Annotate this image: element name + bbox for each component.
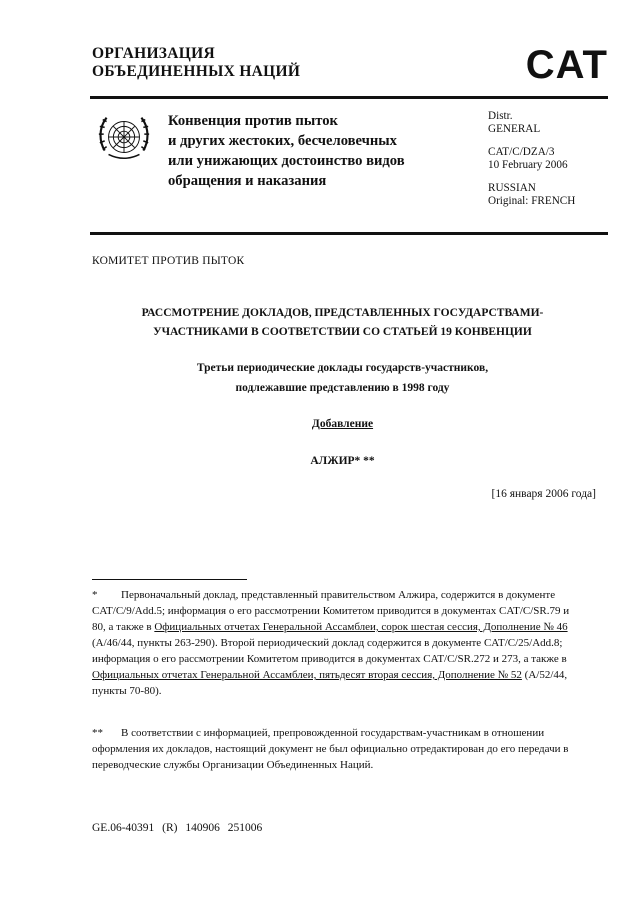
document-subtitle <box>90 358 595 398</box>
org-line-1: ОРГАНИЗАЦИЯ <box>92 45 215 62</box>
footnote-1-mark: * <box>92 589 98 601</box>
organization-name <box>92 45 300 81</box>
footnote-separator <box>92 579 247 580</box>
convention-line-1: Конвенция против пыток <box>168 113 338 129</box>
distr-label: Distr. <box>488 110 513 122</box>
document-series-symbol: CAT <box>525 43 608 87</box>
footnote-1-reference-1: Официальных отчетах Генеральной Ассамблеи, сорок шестая сессия, Дополнение № 46 <box>154 621 568 633</box>
addendum-heading: Добавление <box>311 418 374 430</box>
doc-symbol: CAT/C/DZA/3 <box>488 146 555 158</box>
footnote-1-text-part3: (A/52/44, пункты 70-80). <box>92 669 568 697</box>
committee-name: КОМИТЕТ ПРОТИВ ПЫТОК <box>92 255 245 267</box>
country-heading: АЛЖИР* ** <box>310 455 375 467</box>
convention-title <box>168 111 405 191</box>
doc-language: RUSSIAN <box>488 182 536 194</box>
doc-date: 10 February 2006 <box>488 159 568 171</box>
convention-line-4: обращения и наказания <box>168 173 327 189</box>
job-number-footer: GE.06-40391 (R) 140906 251006 <box>92 822 263 834</box>
footnote-1-text-part1: Первоначальный доклад, представленный правительством Алжира, содержится в документе CAT/C/9/Add.5; информация о его рассмотрении Комитетом приводится в документах CAT/C/SR.79 и 80, а также в <box>92 589 570 633</box>
title-line-1: РАССМОТРЕНИЕ ДОКЛАДОВ, ПРЕДСТАВЛЕННЫХ ГОСУДАРСТВАМИ- <box>141 307 544 319</box>
submission-date: [16 января 2006 года] <box>491 488 596 500</box>
convention-line-2: и других жестоких, бесчеловечных <box>168 133 397 149</box>
title-line-2: УЧАСТНИКАМИ В СООТВЕТСТВИИ СО СТАТЬЕЙ 19 КОНВЕНЦИИ <box>153 326 532 338</box>
footnote-1-reference-2: Официальных отчетах Генеральной Ассамблеи, пятьдесят вторая сессия, Дополнение № 52 <box>92 669 522 681</box>
un-emblem-icon <box>95 108 153 166</box>
doc-original-language: Original: FRENCH <box>488 195 576 207</box>
footnote-2-text: В соответствии с информацией, препровожденной государствам-участникам в отношении оформления их докладов, настоящий документ не был официально отредактирован до его передачи в переводческие службы Организации Объединенных Наций. <box>92 727 569 771</box>
footnote-1 <box>92 587 582 699</box>
document-title <box>90 304 595 342</box>
footnote-2-mark: ** <box>92 727 103 739</box>
subtitle-line-2: подлежавшие представлению в 1998 году <box>235 382 450 394</box>
header-bottom-rule <box>90 232 608 235</box>
org-line-2: ОБЪЕДИНЕННЫХ НАЦИЙ <box>92 63 301 80</box>
convention-line-3: или унижающих достоинство видов <box>168 153 405 169</box>
header-top-rule <box>90 96 608 99</box>
distr-general: GENERAL <box>488 123 541 135</box>
footnote-1-text-part2: (A/46/44, пункты 263-290). Второй периодический доклад содержится в документе CAT/C/25/Add.8; информация о его рассмотрении Комитетом приводится в документах CAT/C/SR.272 и 273, а также в <box>92 637 567 665</box>
distribution-block <box>488 110 575 208</box>
footnote-2 <box>92 725 582 773</box>
subtitle-line-1: Третьи периодические доклады государств-участников, <box>196 362 489 374</box>
